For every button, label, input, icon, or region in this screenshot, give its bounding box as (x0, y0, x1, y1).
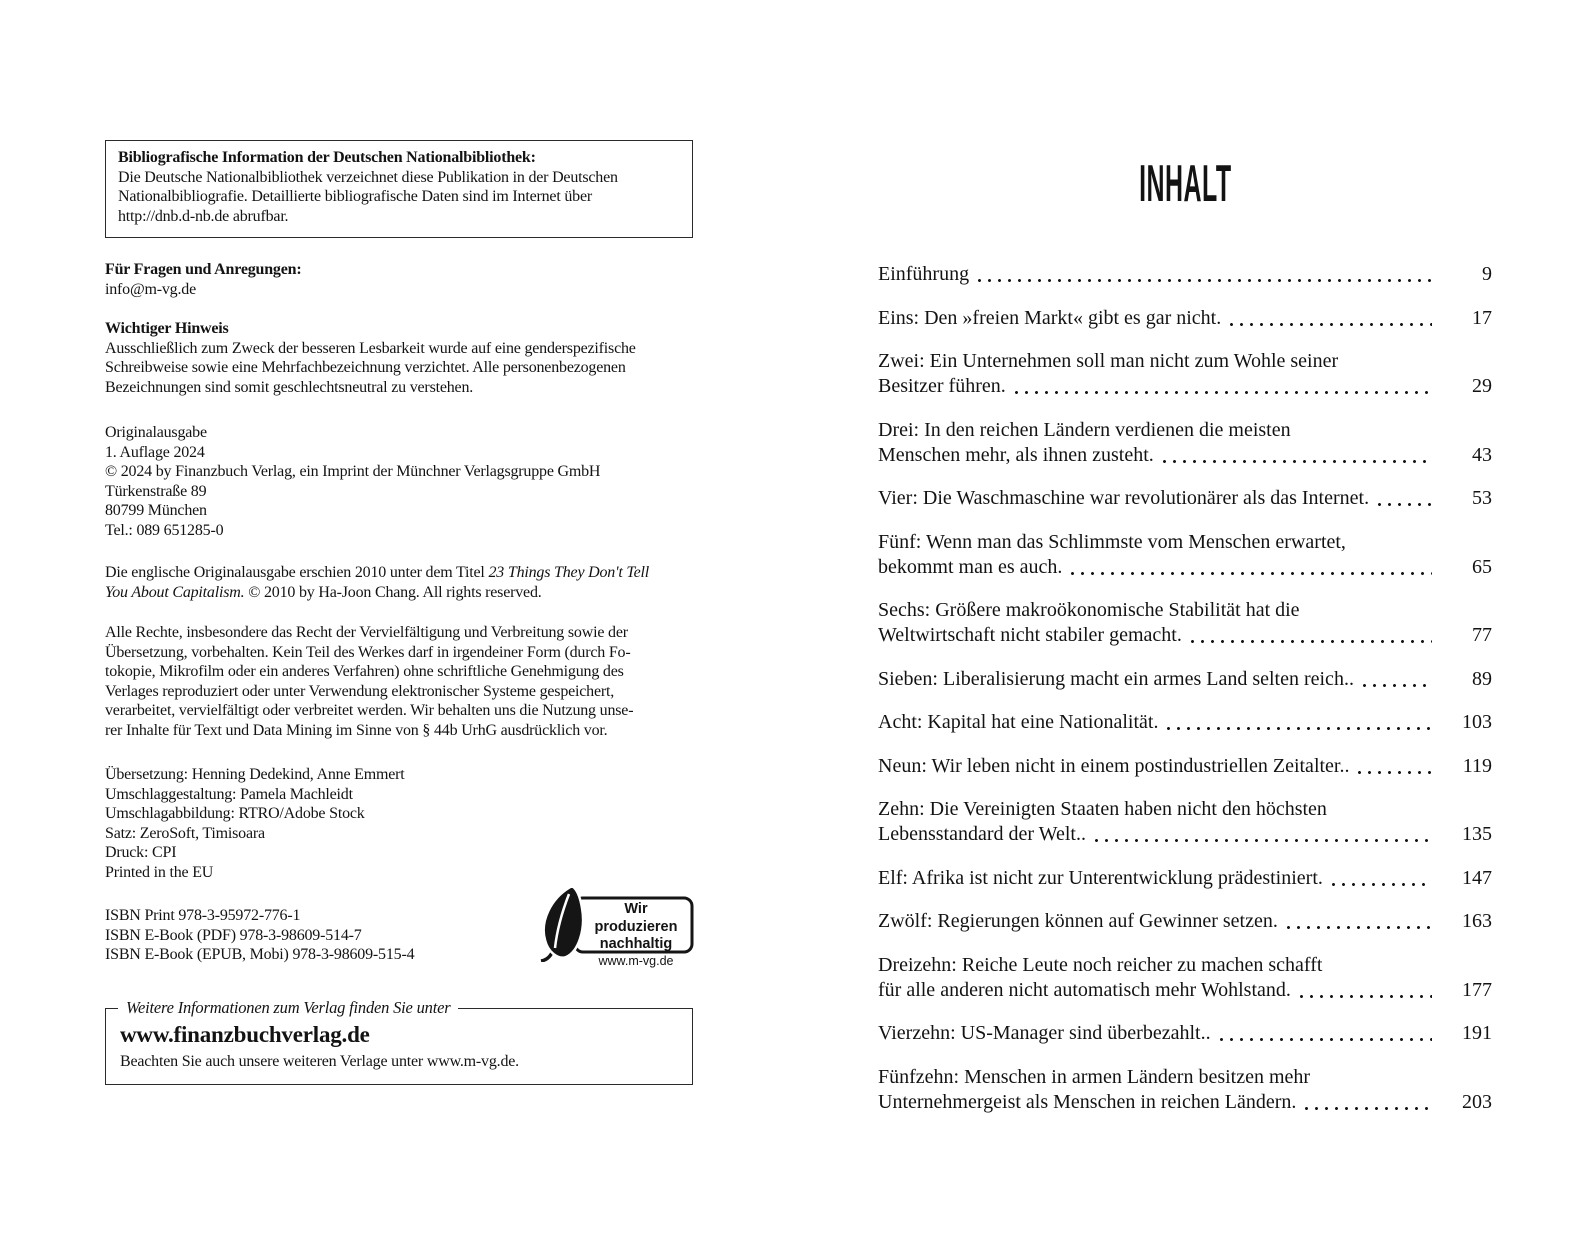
toc-entry (878, 953, 1492, 1003)
sustainability-badge (538, 884, 694, 968)
toc-entry-row (878, 710, 1492, 735)
dot-leader (1015, 391, 1432, 394)
dnb-box-text (118, 168, 680, 227)
toc-page-number: 119 (1462, 754, 1492, 777)
toc-entry-text: Weltwirtschaft nicht stabiler gemacht. (878, 624, 1182, 646)
text-line: ISBN E-Book (EPUB, Mobi) 978-3-98609-515-4 (105, 946, 415, 963)
dot-leader (1167, 727, 1432, 730)
credits-block (105, 765, 693, 882)
toc-page-number: 89 (1472, 667, 1492, 690)
publisher-note: Beachten Sie auch unsere weiteren Verlage unter www.m-vg.de. (120, 1053, 519, 1070)
text-line: Umschlaggestaltung: Pamela Machleidt (105, 785, 353, 803)
text-line: Bezeichnungen sind somit geschlechtsneutral zu verstehen. (105, 378, 474, 396)
toc-page-number: 43 (1472, 443, 1492, 466)
toc-entry-text: Sieben: Liberalisierung macht ein armes Land selten reich.. (878, 667, 1354, 690)
toc-entry (878, 866, 1492, 891)
toc-entry-line: Dreizehn: Reiche Leute noch reicher zu machen schafft (878, 953, 1323, 976)
toc-entry (878, 598, 1492, 648)
toc-entry-row (878, 555, 1492, 580)
toc-entry (878, 754, 1492, 779)
toc-page-number: 65 (1472, 555, 1492, 578)
dot-leader (1363, 684, 1432, 687)
notice-text (105, 339, 693, 398)
dot-leader (1300, 995, 1432, 998)
original-english-line2 (105, 583, 693, 603)
badge-line1: Wir produzieren (594, 901, 678, 935)
toc-entry-line: Fünf: Wenn man das Schlimmste vom Menschen erwartet, (878, 530, 1346, 553)
text-line: 1. Auflage 2024 (105, 443, 205, 461)
text-line: 80799 München (105, 502, 207, 519)
text-line: Schreibweise sowie eine Mehrfachbezeichnung verzichtet. Alle personenbezogenen (105, 359, 626, 376)
original-english-line1 (105, 563, 693, 583)
toc-page-number: 177 (1462, 978, 1492, 1001)
dot-leader (978, 279, 1432, 282)
dot-leader (1163, 460, 1432, 463)
toc-entry-row (878, 822, 1492, 847)
dot-leader (1287, 926, 1432, 929)
toc-page-number: 203 (1462, 1090, 1492, 1113)
text-line: verarbeitet, vervielfältigt oder verbreitet werden. Wir behalten uns die Nutzung unse- (105, 702, 634, 719)
toc-entry-row (878, 623, 1492, 648)
toc-page-number: 147 (1462, 866, 1492, 889)
text-line: rer Inhalte für Text und Data Mining im Sinne von § 44b UrhG ausdrücklich vor. (105, 721, 608, 739)
toc-entry-text: bekommt man es auch. (878, 555, 1063, 578)
toc-entry-row (878, 486, 1492, 511)
toc-entry-line: Fünfzehn: Menschen in armen Ländern besitzen mehr (878, 1065, 1311, 1088)
text-line: http://dnb.d-nb.de abrufbar. (118, 207, 289, 225)
original-title-italic1: 23 Things They Don't Tell (488, 564, 649, 581)
toc-entry-row (878, 374, 1492, 399)
publisher-url: www.finanzbuchverlag.de (120, 1022, 370, 1047)
text-line: Alle Rechte, insbesondere das Recht der Vervielfältigung und Verbreitung sowie der (105, 624, 628, 641)
toc-entry (878, 1021, 1492, 1046)
toc-page-number: 77 (1472, 624, 1492, 646)
rights-block (105, 623, 693, 740)
publisher-info-box (105, 998, 693, 1085)
contact-heading: Für Fragen und Anregungen: (105, 261, 302, 278)
dot-leader (1095, 839, 1432, 842)
toc-entry-line: Sechs: Größere makroökonomische Stabilität hat die (878, 599, 1300, 621)
text-line: Die Deutsche Nationalbibliothek verzeichnet diese Publikation in der Deutschen (118, 168, 618, 186)
text-line: Tel.: 089 651285-0 (105, 521, 224, 539)
toc-page-number: 53 (1472, 487, 1492, 509)
dot-leader (1378, 503, 1432, 506)
toc-entry-text: Unternehmergeist als Menschen in reichen Ländern. (878, 1090, 1297, 1113)
toc-entry-text: Vier: Die Waschmaschine war revolutionärer als das Internet. (878, 487, 1370, 509)
toc-page-number: 29 (1472, 375, 1492, 397)
toc-page-number: 191 (1462, 1022, 1492, 1044)
toc-entry (878, 306, 1492, 331)
toc-entry-text: Vierzehn: US-Manager sind überbezahlt.. (878, 1022, 1211, 1044)
notice-block (105, 319, 693, 397)
toc-entry (878, 797, 1492, 847)
text-line: Ausschließlich zum Zweck der besseren Lesbarkeit wurde auf eine genderspezifische (105, 339, 636, 357)
table-of-contents (878, 262, 1492, 1133)
dot-leader (1220, 1038, 1432, 1041)
toc-entry-row (878, 866, 1492, 891)
text-line: ISBN Print 978-3-95972-776-1 (105, 907, 301, 924)
toc-entry-row (878, 262, 1492, 287)
toc-entry-text: Menschen mehr, als ihnen zusteht. (878, 443, 1154, 466)
text-line: Druck: CPI (105, 844, 177, 861)
toc-entry-line: Zwei: Ein Unternehmen soll man nicht zum Wohle seiner (878, 350, 1339, 372)
toc-entry-text: Einführung (878, 263, 970, 285)
text-line: Originalausgabe (105, 424, 207, 441)
text-line: Verlages reproduziert oder unter Verwendung elektronischer Systeme gespeichert, (105, 682, 615, 700)
toc-title-wrap (878, 155, 1492, 213)
toc-entry-row (878, 754, 1492, 779)
contact-block (105, 260, 693, 299)
toc-entry-row (878, 306, 1492, 331)
original-title-italic2: You About Capitalism. (105, 583, 245, 601)
toc-entry-text: für alle anderen nicht automatisch mehr Wohlstand. (878, 978, 1291, 1001)
text-line: Übersetzung, vorbehalten. Kein Teil des Werkes darf in irgendeiner Form (durch Fo- (105, 643, 631, 661)
toc-entry-text: Acht: Kapital hat eine Nationalität. (878, 711, 1159, 733)
badge-line2: nachhaltig (599, 936, 673, 952)
dot-leader (1332, 883, 1432, 886)
toc-entry-text: Elf: Afrika ist nicht zur Unterentwicklung prädestiniert. (878, 866, 1323, 889)
edition-text (105, 423, 693, 540)
edition-block (105, 423, 693, 540)
toc-entry (878, 486, 1492, 511)
original-english-block (105, 563, 693, 602)
toc-entry-row (878, 1090, 1492, 1115)
contact-email: info@m-vg.de (105, 280, 196, 298)
dnb-info-box (105, 140, 693, 238)
toc-entry (878, 1065, 1492, 1115)
toc-entry-row (878, 1021, 1492, 1046)
toc-entry-text: Besitzer führen. (878, 375, 1006, 397)
text-line: ISBN E-Book (PDF) 978-3-98609-514-7 (105, 926, 362, 944)
badge-text (584, 901, 688, 969)
dot-leader (1071, 572, 1432, 575)
text-line: Nationalbibliografie. Detaillierte bibliografische Daten sind im Internet über (118, 188, 593, 205)
text-line: Umschlagabbildung: RTRO/Adobe Stock (105, 805, 365, 822)
toc-entry-text: Neun: Wir leben nicht in einem postindustriellen Zeitalter.. (878, 754, 1350, 777)
toc-page-number: 163 (1462, 910, 1492, 932)
notice-heading: Wichtiger Hinweis (105, 320, 229, 337)
text-line: Übersetzung: Henning Dedekind, Anne Emmert (105, 766, 405, 783)
rights-text (105, 623, 693, 740)
toc-entry-row (878, 978, 1492, 1003)
toc-page-number: 103 (1462, 711, 1492, 733)
dot-leader (1230, 323, 1432, 326)
text-line: Printed in the EU (105, 863, 214, 881)
toc-entry-text: Zwölf: Regierungen können auf Gewinner setzen. (878, 910, 1278, 932)
toc-entry-line: Drei: In den reichen Ländern verdienen die meisten (878, 418, 1291, 441)
dot-leader (1305, 1107, 1432, 1110)
toc-title: INHALT (1138, 155, 1232, 213)
toc-entry-row (878, 443, 1492, 468)
toc-entry-line: Zehn: Die Vereinigten Staaten haben nicht den höchsten (878, 798, 1327, 820)
dnb-box-title: Bibliografische Information der Deutschen Nationalbibliothek: (118, 149, 536, 166)
toc-page-number: 9 (1482, 263, 1492, 285)
toc-page-number: 135 (1462, 823, 1492, 845)
toc-entry-row (878, 667, 1492, 692)
toc-entry (878, 349, 1492, 399)
dot-leader (1191, 640, 1432, 643)
toc-entry-row (878, 909, 1492, 934)
toc-entry-text: Lebensstandard der Welt.. (878, 823, 1086, 845)
toc-entry (878, 530, 1492, 580)
text-line: Türkenstraße 89 (105, 482, 207, 500)
toc-entry (878, 262, 1492, 287)
publisher-box-legend: Weitere Informationen zum Verlag finden Sie unter (118, 998, 458, 1018)
original-english-roman1: Die englische Originalausgabe erschien 2010 unter dem Titel (105, 564, 489, 581)
text-line: tokopie, Mikrofilm oder ein anderes Verfahren) ohne schriftliche Genehmigung des (105, 663, 624, 680)
toc-entry (878, 710, 1492, 735)
original-english-roman2: © 2010 by Ha-Joon Chang. All rights reserved. (244, 583, 542, 601)
toc-page-number: 17 (1472, 306, 1492, 329)
text-line: © 2024 by Finanzbuch Verlag, ein Imprint der Münchner Verlagsgruppe GmbH (105, 463, 601, 480)
dot-leader (1358, 771, 1432, 774)
badge-url: www.m-vg.de (598, 953, 674, 968)
toc-entry (878, 418, 1492, 468)
toc-entry (878, 667, 1492, 692)
toc-entry (878, 909, 1492, 934)
text-line: Satz: ZeroSoft, Timisoara (105, 824, 265, 842)
credits-text (105, 765, 693, 882)
toc-entry-text: Eins: Den »freien Markt« gibt es gar nicht. (878, 306, 1222, 329)
